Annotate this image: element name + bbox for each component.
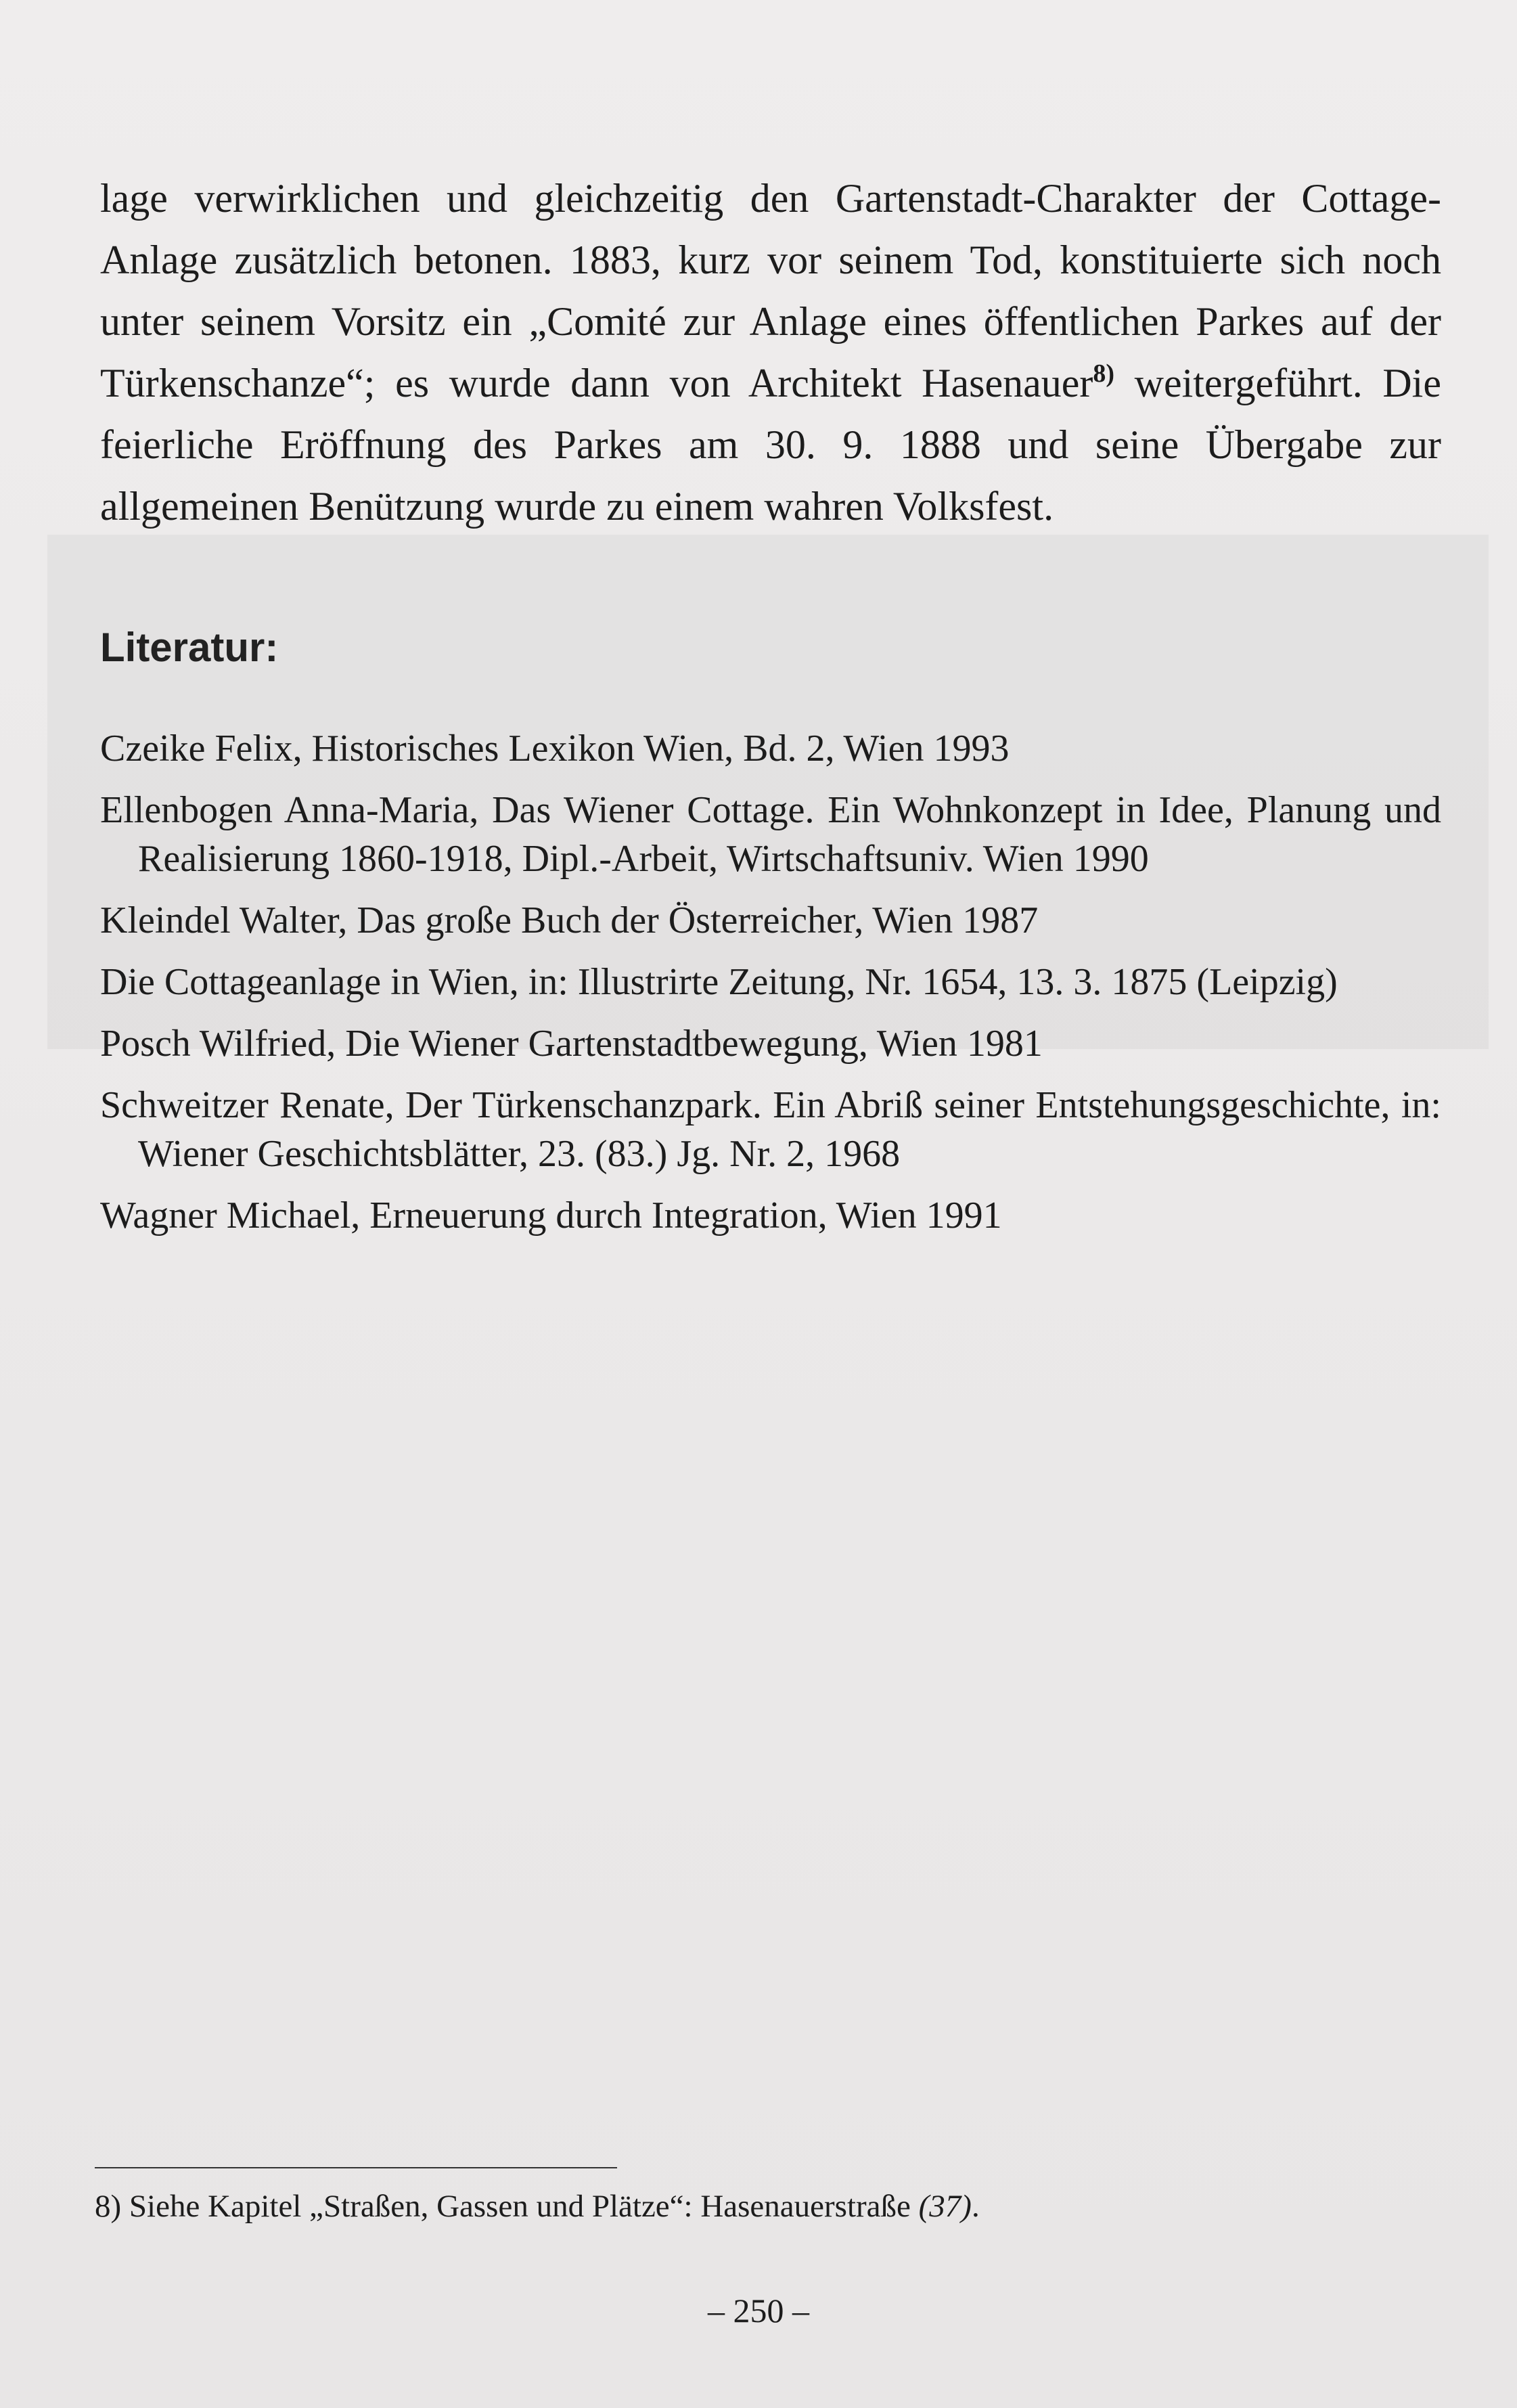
reference-item: Czeike Felix, Historisches Lexikon Wien, Bd. 2, Wien 1993: [100, 728, 1010, 770]
footnote-ref: (37): [918, 2189, 972, 2224]
reference-item: Wagner Michael, Erneuerung durch Integration, Wien 1991: [100, 1195, 1002, 1236]
footnote: [95, 2186, 980, 2227]
reference-item: Ellenbogen Anna-Maria, Das Wiener Cottage. Ein Wohnkonzept in Idee, Planung und Realisierung 1860-1918, Dipl.-Arbeit, Wirtschaftsuniv. Wien 1990: [100, 789, 1441, 880]
page-number: – 250 –: [708, 2292, 809, 2329]
footnote-end: .: [971, 2189, 980, 2224]
body-paragraph: [100, 168, 1441, 537]
reference-item: Posch Wilfried, Die Wiener Gartenstadtbewegung, Wien 1981: [100, 1023, 1043, 1065]
footnote-divider: [95, 2167, 617, 2168]
reference-item: Die Cottageanlage in Wien, in: Illustrirte Zeitung, Nr. 1654, 13. 3. 1875 (Leipzig): [100, 961, 1338, 1003]
body-text-part-1: lage verwirklichen und gleichzeitig den Gartenstadt-Charakter der Cottage-Anlage zusätzlich betonen. 1883, kurz vor seinem Tod, konstituierte sich noch unter seinem Vorsitz ein „Comité zur Anlage eines öffentlichen Parkes auf der Türkenschanze“; es wurde dann von Architekt Hasenauer: [100, 176, 1441, 405]
reference-list: [100, 724, 1441, 1253]
footnote-marker: 8): [1093, 359, 1114, 388]
body-text-part-2: weitergeführt. Die feierliche Eröffnung des Parkes am 30. 9. 1888 und seine Übergabe zur allgemeinen Benützung wurde zu einem wahren Volksfest.: [100, 361, 1441, 529]
footnote-text: 8) Siehe Kapitel „Straßen, Gassen und Plätze“: Hasenauerstraße: [95, 2189, 919, 2224]
reference-item: Schweitzer Renate, Der Türkenschanzpark. Ein Abriß seiner Entstehungsgeschichte, in: Wiener Geschichtsblätter, 23. (83.) Jg. Nr. 2, 1968: [100, 1084, 1441, 1175]
literature-heading: Literatur:: [100, 625, 279, 670]
reference-item: Kleindel Walter, Das große Buch der Österreicher, Wien 1987: [100, 899, 1039, 941]
